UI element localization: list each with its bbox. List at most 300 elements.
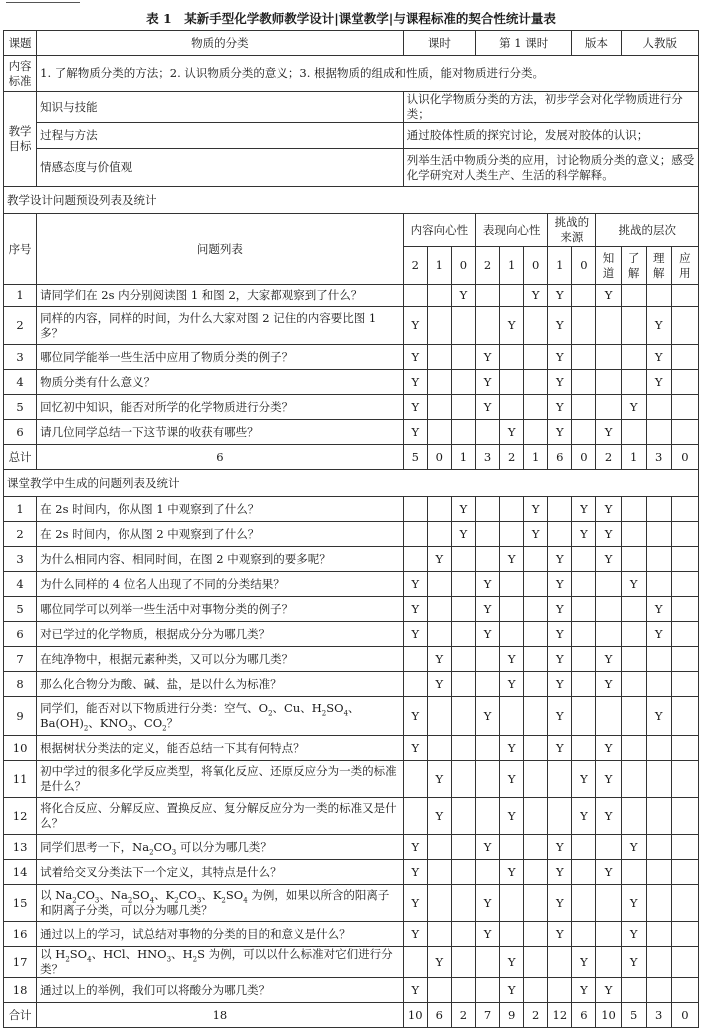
standard-row [4, 56, 699, 92]
mark-cell: Y [621, 835, 646, 860]
mark-cell [671, 345, 698, 370]
total-cell: 2 [451, 1003, 475, 1028]
mark-cell [500, 522, 524, 547]
mark-cell [572, 420, 596, 445]
question-text: 根据树状分类法的定义，能否总结一下其有何特点？ [37, 736, 404, 761]
mark-cell [427, 307, 451, 345]
row-number: 4 [4, 370, 37, 395]
question-row [4, 697, 699, 736]
mark-cell [572, 622, 596, 647]
mark-cell [646, 885, 671, 922]
mark-cell [403, 672, 427, 697]
mark-cell [451, 835, 475, 860]
mark-cell [524, 885, 548, 922]
mark-cell: Y [475, 922, 499, 947]
mark-cell: Y [596, 978, 621, 1003]
mark-cell [451, 736, 475, 761]
mark-cell: Y [475, 885, 499, 922]
mark-cell: Y [500, 860, 524, 885]
sub-header: 1 [427, 247, 451, 285]
total-count: 18 [37, 1003, 404, 1028]
question-row [4, 672, 699, 697]
mark-cell [596, 572, 621, 597]
mark-cell [524, 345, 548, 370]
mark-cell [646, 860, 671, 885]
mark-cell: Y [646, 597, 671, 622]
mark-cell: Y [403, 420, 427, 445]
question-row [4, 885, 699, 922]
mark-cell [596, 307, 621, 345]
mark-cell: Y [500, 736, 524, 761]
total-cell: 2 [524, 1003, 548, 1028]
column-header-row [4, 214, 699, 247]
hours-label: 课时 [403, 31, 475, 56]
goal-name: 知识与技能 [37, 92, 404, 123]
mark-cell [671, 672, 698, 697]
mark-cell: Y [548, 885, 572, 922]
question-row [4, 947, 699, 978]
total-cell: 10 [403, 1003, 427, 1028]
mark-cell: Y [621, 395, 646, 420]
mark-cell [403, 497, 427, 522]
mark-cell [500, 285, 524, 307]
mark-cell [475, 420, 499, 445]
row-number: 15 [4, 885, 37, 922]
question-text: 以 $H_2SO_4$、HCl、$HNO_3$、$H_2S$ 为例，可以以什么标准对它们进行分类？ [37, 947, 404, 978]
total-count: 6 [37, 445, 404, 470]
mark-cell: Y [548, 697, 572, 736]
mark-cell [427, 922, 451, 947]
mark-cell [671, 497, 698, 522]
mark-cell [596, 370, 621, 395]
mark-cell [621, 860, 646, 885]
mark-cell [572, 736, 596, 761]
mark-cell [572, 697, 596, 736]
mark-cell: Y [524, 285, 548, 307]
mark-cell [451, 978, 475, 1003]
edition-label: 版本 [572, 31, 621, 56]
question-text: 将化合反应、分解反应、置换反应、复分解反应分为一类的标准又是什么？ [37, 798, 404, 835]
total-cell: 10 [596, 1003, 621, 1028]
mark-cell [596, 885, 621, 922]
mark-cell [646, 420, 671, 445]
total-cell: 9 [500, 1003, 524, 1028]
mark-cell [671, 761, 698, 798]
mark-cell [572, 307, 596, 345]
question-text: 通过以上的学习，试总结对事物的分类的目的和意义是什么？ [37, 922, 404, 947]
mark-cell [427, 285, 451, 307]
mark-cell: Y [475, 370, 499, 395]
mark-cell: Y [548, 345, 572, 370]
mark-cell [596, 835, 621, 860]
mark-cell [621, 647, 646, 672]
total-cell: 1 [524, 445, 548, 470]
mark-cell [451, 922, 475, 947]
mark-cell: Y [500, 420, 524, 445]
mark-cell [403, 647, 427, 672]
mark-cell [572, 922, 596, 947]
mark-cell [427, 597, 451, 622]
total-label: 合计 [4, 1003, 37, 1028]
mark-cell [451, 370, 475, 395]
mark-cell [524, 672, 548, 697]
mark-cell [646, 285, 671, 307]
mark-cell [500, 885, 524, 922]
mark-cell: Y [646, 307, 671, 345]
mark-cell: Y [548, 860, 572, 885]
mark-cell [427, 835, 451, 860]
mark-cell [671, 597, 698, 622]
section-title-row [4, 187, 699, 214]
mark-cell [621, 285, 646, 307]
mark-cell: Y [427, 798, 451, 835]
mark-cell [524, 761, 548, 798]
mark-cell [646, 761, 671, 798]
row-number: 3 [4, 547, 37, 572]
mark-cell [500, 597, 524, 622]
mark-cell: Y [500, 798, 524, 835]
mark-cell [572, 647, 596, 672]
mark-cell [524, 835, 548, 860]
mark-cell [524, 370, 548, 395]
mark-cell: Y [572, 522, 596, 547]
question-text: 哪位同学可以列举一些生活中对事物分类的例子？ [37, 597, 404, 622]
mark-cell [572, 672, 596, 697]
mark-cell: Y [596, 547, 621, 572]
mark-cell [475, 672, 499, 697]
mark-cell: Y [596, 672, 621, 697]
mark-cell [646, 798, 671, 835]
standard-text: 1. 了解物质分类的方法；2. 认识物质分类的意义；3. 根据物质的组成和性质，能对物质进行分类。 [37, 56, 699, 92]
row-number: 8 [4, 672, 37, 697]
mark-cell [572, 860, 596, 885]
mark-cell [572, 345, 596, 370]
mark-cell: Y [403, 860, 427, 885]
mark-cell: Y [548, 736, 572, 761]
mark-cell [500, 395, 524, 420]
mark-cell [572, 597, 596, 622]
sub-header: 2 [403, 247, 427, 285]
mark-cell [403, 547, 427, 572]
mark-cell [451, 885, 475, 922]
mark-cell: Y [427, 547, 451, 572]
mark-cell [621, 761, 646, 798]
mark-cell: Y [475, 572, 499, 597]
question-row [4, 835, 699, 860]
question-row [4, 420, 699, 445]
mark-cell [427, 697, 451, 736]
row-number: 18 [4, 978, 37, 1003]
total-cell: 12 [548, 1003, 572, 1028]
mark-cell [671, 370, 698, 395]
mark-cell [475, 285, 499, 307]
mark-cell [621, 978, 646, 1003]
mark-cell: Y [548, 395, 572, 420]
mark-cell [671, 798, 698, 835]
mark-cell [524, 736, 548, 761]
mark-cell [646, 947, 671, 978]
row-number: 12 [4, 798, 37, 835]
mark-cell [524, 860, 548, 885]
question-row [4, 395, 699, 420]
sub-header: 应用 [671, 247, 698, 285]
mark-cell [451, 622, 475, 647]
mark-cell: Y [596, 647, 621, 672]
row-number: 6 [4, 622, 37, 647]
mark-cell [524, 978, 548, 1003]
mark-cell: Y [548, 370, 572, 395]
mark-cell [621, 672, 646, 697]
mark-cell: Y [451, 285, 475, 307]
mark-cell [621, 547, 646, 572]
mark-cell [475, 522, 499, 547]
total-cell: 3 [475, 445, 499, 470]
mark-cell: Y [596, 420, 621, 445]
mark-cell [671, 947, 698, 978]
mark-cell [403, 947, 427, 978]
total-label: 总计 [4, 445, 37, 470]
mark-cell: Y [646, 370, 671, 395]
mark-cell [475, 497, 499, 522]
mark-cell: Y [548, 922, 572, 947]
sub-header: 2 [475, 247, 499, 285]
mark-cell [475, 307, 499, 345]
question-text: 以 $Na_2CO_3$、$Na_2SO_4$、$K_2CO_3$、$K_2SO_4$ 为例，如果以所含的阳离子和阴离子分类，可以分为哪几类？ [37, 885, 404, 922]
mark-cell [451, 697, 475, 736]
mark-cell [403, 285, 427, 307]
mark-cell [451, 798, 475, 835]
mark-cell: Y [500, 978, 524, 1003]
mark-cell [475, 947, 499, 978]
mark-cell [451, 307, 475, 345]
question-text: 为什么相同内容、相同时间，在图 2 中观察到的要多呢？ [37, 547, 404, 572]
table-title: 表 1 某新手型化学教师教学设计|课堂教学|与课程标准的契合性统计量表 [146, 11, 556, 26]
sub-header: 1 [548, 247, 572, 285]
mark-cell: Y [524, 522, 548, 547]
sub-header: 0 [572, 247, 596, 285]
col-expression-header: 表现向心性 [475, 214, 547, 247]
mark-cell: Y [500, 647, 524, 672]
mark-cell [524, 947, 548, 978]
question-text: 对已学过的化学物质，根据成分分为哪几类？ [37, 622, 404, 647]
mark-cell [646, 572, 671, 597]
mark-cell: Y [475, 697, 499, 736]
mark-cell [548, 798, 572, 835]
total-cell: 0 [427, 445, 451, 470]
mark-cell: Y [548, 307, 572, 345]
mark-cell [572, 835, 596, 860]
mark-cell [671, 307, 698, 345]
mark-cell [621, 497, 646, 522]
mark-cell: Y [403, 395, 427, 420]
mark-cell [621, 307, 646, 345]
col-content-header: 内容向心性 [403, 214, 475, 247]
mark-cell: Y [572, 798, 596, 835]
mark-cell [500, 572, 524, 597]
total-cell: 3 [646, 1003, 671, 1028]
total-cell: 1 [621, 445, 646, 470]
mark-cell [572, 572, 596, 597]
mark-cell: Y [403, 736, 427, 761]
question-text: 试着给交叉分类法下一个定义，其特点是什么？ [37, 860, 404, 885]
mark-cell [548, 761, 572, 798]
mark-cell: Y [572, 947, 596, 978]
mark-cell [646, 647, 671, 672]
col-list-header: 问题列表 [37, 214, 404, 285]
question-row [4, 860, 699, 885]
col-no-header: 序号 [4, 214, 37, 285]
mark-cell [646, 922, 671, 947]
mark-cell: Y [500, 307, 524, 345]
sub-header: 理解 [646, 247, 671, 285]
total-cell: 6 [427, 1003, 451, 1028]
mark-cell [451, 947, 475, 978]
mark-cell: Y [403, 370, 427, 395]
question-row [4, 647, 699, 672]
mark-cell: Y [572, 761, 596, 798]
mark-cell [671, 835, 698, 860]
mark-cell [475, 860, 499, 885]
mark-cell: Y [403, 697, 427, 736]
mark-cell [646, 672, 671, 697]
mark-cell: Y [548, 285, 572, 307]
mark-cell [427, 622, 451, 647]
mark-cell [451, 647, 475, 672]
mark-cell [671, 395, 698, 420]
mark-cell: Y [500, 547, 524, 572]
mark-cell [500, 835, 524, 860]
goal-text: 认识化学物质分类的方法，初步学会对化学物质进行分类； [403, 92, 698, 123]
mark-cell [427, 395, 451, 420]
mark-cell [548, 978, 572, 1003]
mark-cell [451, 395, 475, 420]
question-text: 在 2s 时间内，你从图 1 中观察到了什么？ [37, 497, 404, 522]
question-row [4, 978, 699, 1003]
col-challenge-level-header: 挑战的层次 [596, 214, 699, 247]
question-row [4, 370, 699, 395]
mark-cell: Y [621, 885, 646, 922]
mark-cell [596, 345, 621, 370]
sub-header: 知道 [596, 247, 621, 285]
mark-cell [671, 922, 698, 947]
mark-cell [451, 860, 475, 885]
mark-cell [451, 761, 475, 798]
question-row [4, 798, 699, 835]
mark-cell [621, 522, 646, 547]
total-cell: 3 [646, 445, 671, 470]
mark-cell [646, 736, 671, 761]
mark-cell [475, 761, 499, 798]
mark-cell [524, 647, 548, 672]
mark-cell [596, 597, 621, 622]
mark-cell: Y [596, 522, 621, 547]
sub-header: 0 [451, 247, 475, 285]
mark-cell [451, 672, 475, 697]
total-cell: 0 [572, 445, 596, 470]
mark-cell: Y [646, 697, 671, 736]
mark-cell [671, 572, 698, 597]
mark-cell: Y [475, 835, 499, 860]
mark-cell: Y [403, 622, 427, 647]
mark-cell [671, 647, 698, 672]
mark-cell: Y [548, 622, 572, 647]
question-text: 哪位同学能举一些生活中应用了物质分类的例子？ [37, 345, 404, 370]
mark-cell [572, 547, 596, 572]
row-number: 7 [4, 647, 37, 672]
mark-cell [671, 978, 698, 1003]
mark-cell [451, 597, 475, 622]
mark-cell: Y [596, 736, 621, 761]
mark-cell: Y [403, 885, 427, 922]
total-cell: 5 [403, 445, 427, 470]
mark-cell [427, 736, 451, 761]
mark-cell [427, 345, 451, 370]
mark-cell [427, 420, 451, 445]
question-text: 那么化合物分为酸、碱、盐，是以什么为标准？ [37, 672, 404, 697]
mark-cell: Y [403, 572, 427, 597]
total-cell: 0 [671, 1003, 698, 1028]
mark-cell [403, 522, 427, 547]
mark-cell [524, 395, 548, 420]
mark-cell: Y [596, 860, 621, 885]
row-number: 6 [4, 420, 37, 445]
row-number: 5 [4, 597, 37, 622]
mark-cell [572, 395, 596, 420]
question-text: 为什么同样的 4 位名人出现了不同的分类结果？ [37, 572, 404, 597]
mark-cell: Y [403, 307, 427, 345]
mark-cell [524, 922, 548, 947]
mark-cell [572, 370, 596, 395]
mark-cell: Y [548, 420, 572, 445]
mark-cell [500, 497, 524, 522]
total-cell: 2 [596, 445, 621, 470]
mark-cell [524, 547, 548, 572]
mark-cell: Y [451, 522, 475, 547]
mark-cell: Y [403, 597, 427, 622]
header-row [4, 31, 699, 56]
mark-cell: Y [548, 572, 572, 597]
goal-row [4, 92, 699, 123]
mark-cell: Y [621, 947, 646, 978]
mark-cell: Y [596, 761, 621, 798]
mark-cell [671, 860, 698, 885]
statistics-table [3, 30, 699, 1028]
mark-cell [596, 922, 621, 947]
mark-cell [621, 420, 646, 445]
section-title-row [4, 470, 699, 497]
mark-cell [524, 420, 548, 445]
question-row [4, 345, 699, 370]
question-row [4, 497, 699, 522]
row-number: 11 [4, 761, 37, 798]
mark-cell [451, 572, 475, 597]
total-cell: 6 [548, 445, 572, 470]
total-cell: 1 [451, 445, 475, 470]
mark-cell: Y [403, 345, 427, 370]
mark-cell [596, 697, 621, 736]
topic-label: 课题 [4, 31, 37, 56]
header-rule [6, 2, 80, 3]
mark-cell [572, 885, 596, 922]
mark-cell: Y [475, 597, 499, 622]
sub-header: 0 [524, 247, 548, 285]
mark-cell [475, 647, 499, 672]
row-number: 17 [4, 947, 37, 978]
mark-cell [646, 522, 671, 547]
mark-cell: Y [427, 672, 451, 697]
mark-cell [403, 761, 427, 798]
mark-cell: Y [548, 647, 572, 672]
